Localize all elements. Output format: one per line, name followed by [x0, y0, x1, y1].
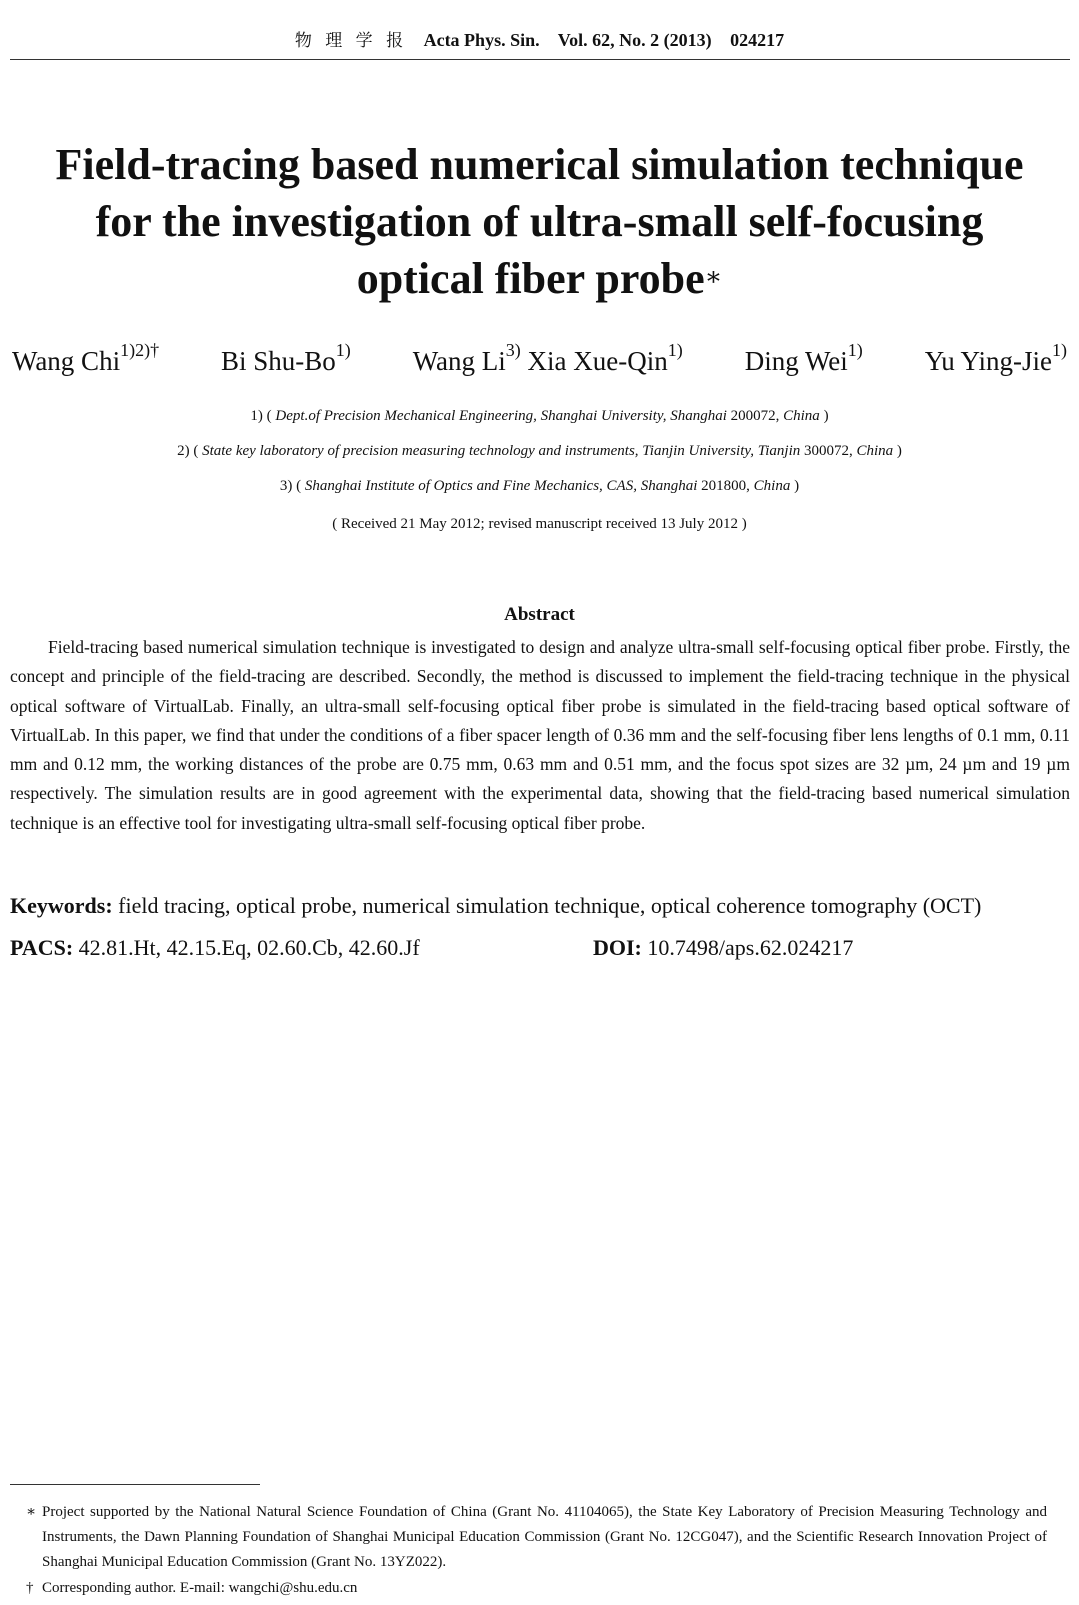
- running-head: [0, 26, 1079, 51]
- header-rule: [10, 59, 1070, 60]
- author: [12, 340, 160, 377]
- affiliation-postcode: 200072,: [730, 408, 780, 424]
- affiliation-paren: (: [193, 443, 199, 459]
- affiliation-country: China: [856, 443, 894, 459]
- author-name: Xia Xue-Qin: [527, 346, 668, 376]
- author: [924, 340, 1067, 377]
- author-affiliation-mark: 1): [847, 340, 863, 360]
- affiliation: [0, 408, 1079, 425]
- journal-abbrev: Acta Phys. Sin.: [423, 30, 540, 50]
- pacs-label: PACS:: [10, 935, 74, 960]
- affiliation-postcode: 300072,: [803, 443, 853, 459]
- affiliation-number: 3): [279, 478, 293, 494]
- author: [744, 340, 863, 377]
- keywords-value: field tracing, optical probe, numerical simulation technique, optical coherence tomography (OCT): [118, 893, 982, 918]
- author-affiliation-mark: 1)2)†: [120, 340, 160, 360]
- author-affiliation-mark: 1): [335, 340, 351, 360]
- affiliation-name: Dept.of Precision Mechanical Engineering, Shanghai University, Shanghai: [275, 408, 727, 424]
- footnote-funding: [26, 1500, 1047, 1575]
- doi-value: 10.7498/aps.62.024217: [647, 935, 854, 960]
- doi: [593, 935, 853, 961]
- affiliation-number: 1): [250, 408, 263, 424]
- paper-title: [20, 136, 1059, 307]
- author-affiliation-mark: 1): [1051, 340, 1067, 360]
- article-id: 024217: [730, 30, 785, 50]
- affiliation-number: 2): [177, 443, 190, 459]
- affiliation-name: Shanghai Institute of Optics and Fine Mechanics, CAS, Shanghai: [304, 478, 698, 494]
- doi-label: DOI:: [593, 935, 642, 960]
- footnote-text: Project supported by the National Natural Science Foundation of China (Grant No. 41104065), the State Key Laboratory of Precision Measuring Technology and Instruments, the Dawn Planning Foundation of Shanghai Municipal Education Commission (Grant No. 12CG047), and the Scientific Research Innovation Project of Shanghai Municipal Education Commission (Grant No. 13YZ022).: [42, 1504, 1047, 1570]
- affiliation-name: State key laboratory of precision measuring technology and instruments, Tianjin University, Tianjin: [202, 443, 801, 459]
- footnote-mark: †: [26, 1580, 34, 1596]
- affiliation-paren: ): [896, 443, 902, 459]
- title-line-3-text: optical fiber probe: [356, 254, 705, 303]
- pacs-value: 42.81.Ht, 42.15.Eq, 02.60.Cb, 42.60.Jf: [78, 935, 420, 960]
- footnote-rule: [10, 1484, 260, 1485]
- author-name: Yu Ying-Jie: [924, 346, 1052, 376]
- affiliation-paren: ): [823, 408, 829, 424]
- affiliation-postcode: 201800,: [701, 478, 750, 494]
- journal-name-cn: 物 理 学 报: [294, 31, 408, 51]
- author: [412, 340, 683, 377]
- author-list: [0, 340, 1079, 377]
- author-affiliation-mark: 1): [667, 340, 683, 360]
- author-name: Bi Shu-Bo: [221, 346, 336, 376]
- affiliation: [0, 478, 1079, 495]
- footnote-mark: ∗: [26, 1504, 37, 1520]
- abstract-heading: Abstract: [504, 604, 575, 625]
- pacs-codes: [10, 935, 420, 961]
- affiliation-paren: (: [266, 408, 272, 424]
- abstract-text: Field-tracing based numerical simulation technique is investigated to design and analyze ultra-small self-focusing optical fiber probe. Firstly, the concept and principle of the field-tracing are described. Secondly, the method is discussed to implement the field-tracing technique in the physical optical software of VirtualLab. Finally, an ultra-small self-focusing optical fiber probe is simulated in the field-tracing based optical software of VirtualLab. In this paper, we find that under the conditions of a fiber spacer length of 0.36 mm and the self-focusing fiber lens lengths of 0.1 mm, 0.11 mm and 0.12 mm, the working distances of the probe are 0.75 mm, 0.63 mm and 0.51 mm, and the focus spot sizes are 32 µm, 24 µm and 19 µm respectively. The simulation results are in good agreement with the experimental data, showing that the field-tracing based numerical simulation technique is an effective tool for investigating ultra-small self-focusing optical fiber probe.: [10, 637, 1070, 833]
- title-line-3: [20, 250, 1059, 307]
- author-affiliation-mark: 3): [505, 340, 521, 360]
- affiliation-paren: (: [296, 478, 302, 494]
- title-line-1: Field-tracing based numerical simulation technique: [55, 140, 1024, 189]
- footnote-corresponding: [26, 1576, 1060, 1601]
- author-name: Wang Chi: [12, 346, 121, 376]
- received-dates: ( Received 21 May 2012; revised manuscript received 13 July 2012 ): [332, 516, 747, 532]
- title-footnote-mark: ∗: [704, 262, 723, 291]
- keywords: [10, 893, 1070, 919]
- author-name: Ding Wei: [744, 346, 848, 376]
- author: [221, 340, 351, 377]
- author-name: Wang Li: [412, 346, 506, 376]
- affiliation-country: China: [753, 478, 791, 494]
- volume-info: Vol. 62, No. 2 (2013): [557, 30, 712, 50]
- affiliation-country: China: [783, 408, 820, 424]
- affiliation-paren: ): [794, 478, 800, 494]
- keywords-label: Keywords:: [10, 893, 113, 918]
- footnote-text: Corresponding author. E-mail: wangchi@shu.edu.cn: [42, 1580, 358, 1596]
- affiliation: [0, 443, 1079, 460]
- title-line-2: for the investigation of ultra-small self-focusing: [95, 197, 984, 246]
